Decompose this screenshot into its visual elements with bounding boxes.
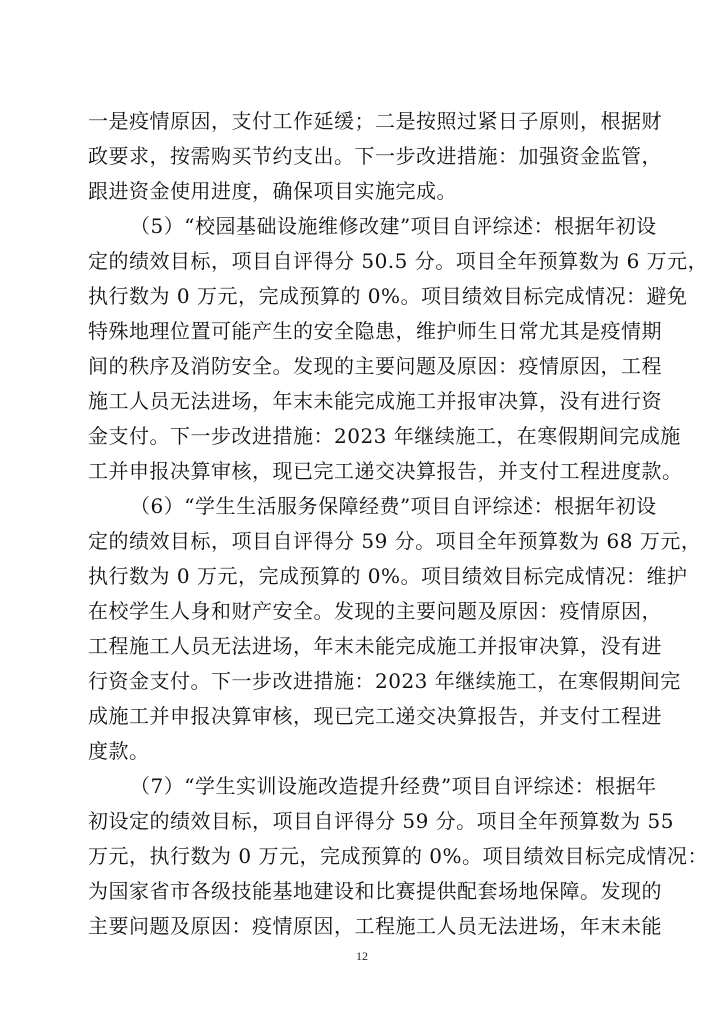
paragraph-2-line-2: 定的绩效目标，项目自评得分 50.5 分。项目全年预算数为 6 万元， xyxy=(88,249,709,273)
paragraph-3-line-1: （6）“学生生活服务保障经费”项目自评综述：根据年初设 xyxy=(130,494,657,518)
paragraph-2-line-7: 金支付。下一步改进措施：2023 年继续施工，在寒假期间完成施 xyxy=(88,424,681,448)
paragraph-2-line-8: 工并申报决算审核，现已完工递交决算报告，并支付工程进度款。 xyxy=(88,459,683,483)
paragraph-1-line-3: 跟进资金使用进度，确保项目实施完成。 xyxy=(88,179,457,203)
paragraph-3-line-2: 定的绩效目标，项目自评得分 59 分。项目全年预算数为 68 万元， xyxy=(88,529,702,553)
paragraph-4-line-1: （7）“学生实训设施改造提升经费”项目自评综述：根据年 xyxy=(130,774,657,798)
paragraph-3-line-8: 度款。 xyxy=(88,739,150,763)
paragraph-2-line-1: （5）“校园基础设施维修改建”项目自评综述：根据年初设 xyxy=(130,214,657,238)
paragraph-1-line-1: 一是疫情原因，支付工作延缓；二是按照过紧日子原则，根据财 xyxy=(88,109,662,133)
paragraph-1-line-2: 政要求，按需购买节约支出。下一步改进措施：加强资金监管， xyxy=(88,144,662,168)
paragraph-3-line-7: 成施工并申报决算审核，现已完工递交决算报告，并支付工程进 xyxy=(88,704,662,728)
paragraph-3-line-4: 在校学生人身和财产安全。发现的主要问题及原因：疫情原因， xyxy=(88,599,662,623)
paragraph-4-line-3: 万元，执行数为 0 万元，完成预算的 0%。项目绩效目标完成情况： xyxy=(88,844,709,868)
paragraph-3-line-3: 执行数为 0 万元，完成预算的 0%。项目绩效目标完成情况：维护 xyxy=(88,564,688,588)
paragraph-4-line-4: 为国家省市各级技能基地建设和比赛提供配套场地保障。发现的 xyxy=(88,879,662,903)
paragraph-4-line-2: 初设定的绩效目标，项目自评得分 59 分。项目全年预算数为 55 xyxy=(88,809,674,833)
paragraph-4-line-5: 主要问题及原因：疫情原因，工程施工人员无法进场，年末未能 xyxy=(88,914,662,938)
page-number: 12 xyxy=(356,949,368,963)
paragraph-3-line-6: 行资金支付。下一步改进措施：2023 年继续施工，在寒假期间完 xyxy=(88,669,681,693)
paragraph-2-line-5: 间的秩序及消防安全。发现的主要问题及原因：疫情原因，工程 xyxy=(88,354,662,378)
paragraph-2-line-3: 执行数为 0 万元，完成预算的 0%。项目绩效目标完成情况：避免 xyxy=(88,284,688,308)
paragraph-2-line-6: 施工人员无法进场，年末未能完成施工并报审决算，没有进行资 xyxy=(88,389,662,413)
paragraph-2-line-4: 特殊地理位置可能产生的安全隐患，维护师生日常尤其是疫情期 xyxy=(88,319,662,343)
paragraph-3-line-5: 工程施工人员无法进场，年末未能完成施工并报审决算，没有进 xyxy=(88,634,662,658)
